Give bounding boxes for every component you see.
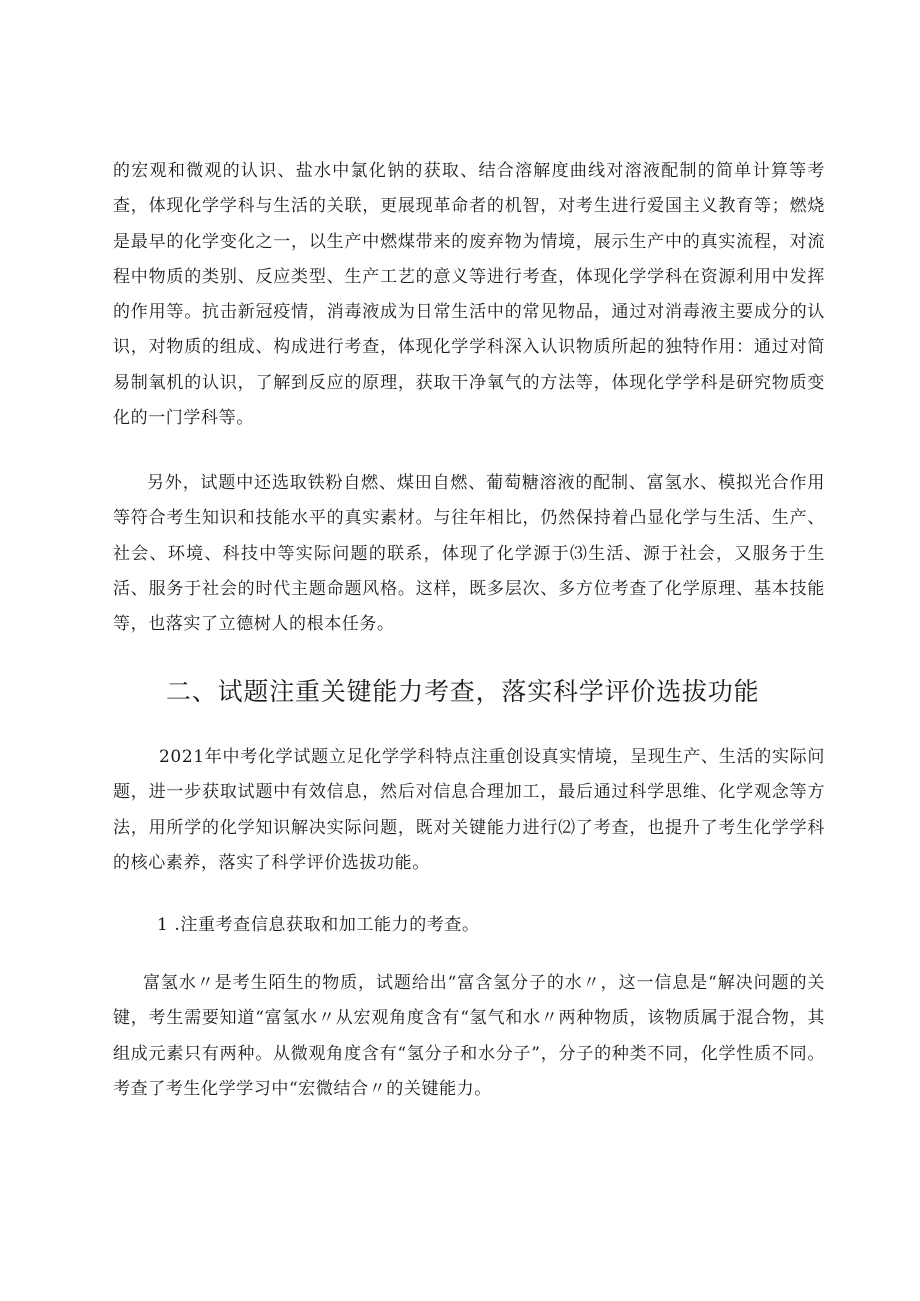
subheading: 1 .注重考查信息获取和加工能力的考查。 [157,915,480,935]
section-heading: 二、试题注重关键能力考查，落实科学评价选拔功能 [166,677,760,706]
body-paragraph-3: 2021年中考化学试题立足化学学科特点注重创设真实情境，呈现生产、生活的实际问题，进一步获取试题中有效信息，然后对信息合理加工，最后通过科学思维、化学观念等方法，用所学的化学知识解决实际问题，既对关键能力进行⑵了考查，也提升了考生化学学科的核心素养，落实了科学评价选拔功能。 [113,747,825,873]
body-paragraph-1: 的宏观和微观的认识、盐水中氯化钠的获取、结合溶解度曲线对溶液配制的简单计算等考查，体现化学学科与生活的关联，更展现革命者的机智，对考生进行爱国主义教育等；燃烧是最早的化学变化之一，以生产中燃煤带来的废弃物为情境，展示生产中的真实流程，对流程中物质的类别、反应类型、生产工艺的意义等进行考查，体现化学学科在资源利用中发挥的作用等。抗击新冠疫情，消毒液成为日常生活中的常见物品，通过对消毒液主要成分的认识，对物质的组成、构成进行考查，体现化学学科深入认识物质所起的独特作用：通过对简易制氧机的认识，了解到反应的原理，获取干净氧气的方法等，体现化学学科是研究物质变化的一门学科等。 [113,161,825,429]
body-paragraph-4: 富氢水〃是考生陌生的物质，试题给出“富含氢分子的水〃，这一信息是“解决问题的关键，考生需要知道“富氢水〃从宏观角度含有“氢气和水〃两种物质，该物质属于混合物，其组成元素只有两种。从微观角度含有“氢分子和水分子”，分子的种类不同，化学性质不同。考查了考生化学学习中“宏微结合〃的关键能力。 [113,973,825,1099]
body-paragraph-2: 另外，试题中还选取铁粉自燃、煤田自燃、葡萄糖溶液的配制、富氢水、模拟光合作用等符合考生知识和技能水平的真实素材。与往年相比，仍然保持着凸显化学与生活、生产、社会、环境、科技中等实际问题的联系，体现了化学源于⑶生活、源于社会，又服务于生活、服务于社会的时代主题命题风格。这样，既多层次、多方位考查了化学原理、基本技能等，也落实了立德树人的根本任务。 [113,473,825,635]
